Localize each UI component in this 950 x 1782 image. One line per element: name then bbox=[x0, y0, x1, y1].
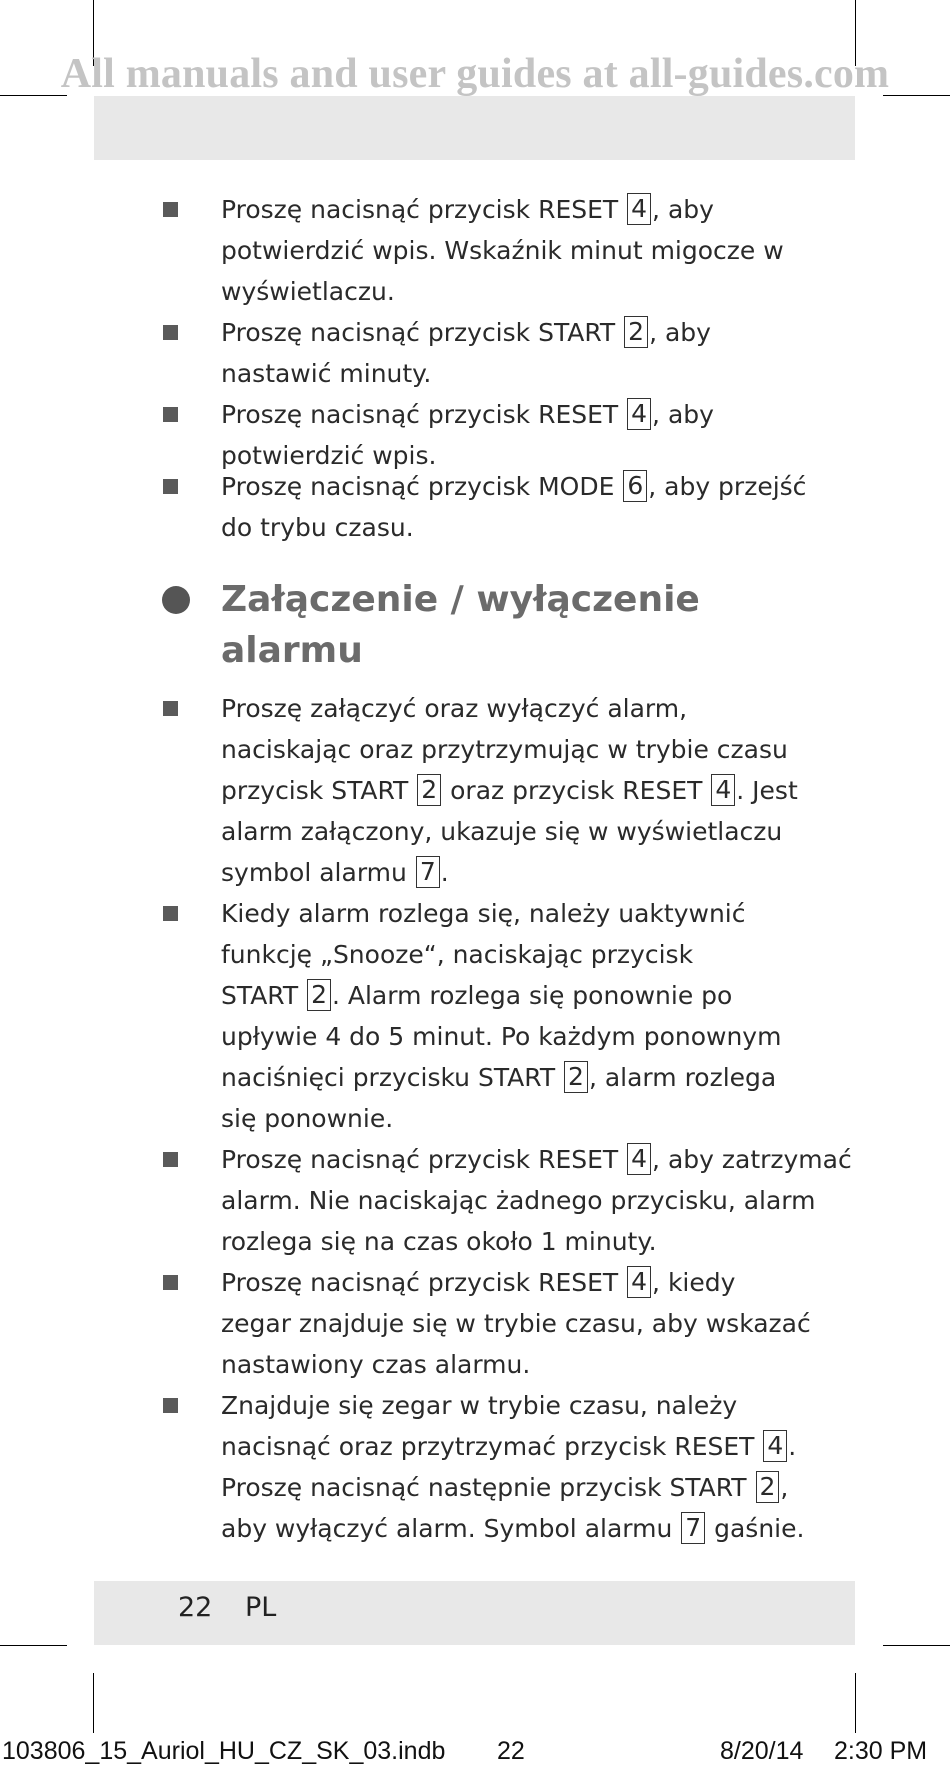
text-line: nacisnąć oraz przytrzymać przycisk RESET 4 . bbox=[221, 1431, 797, 1461]
square-bullet-icon bbox=[163, 1398, 178, 1413]
part-reference-number: 7 bbox=[681, 1512, 705, 1544]
text-line: Znajduje się zegar w trybie czasu, należy bbox=[221, 1391, 738, 1420]
section-title bbox=[221, 574, 700, 676]
text-line: potwierdzić wpis. Wskaźnik minut migocze w bbox=[221, 236, 784, 265]
slug-time: 2:30 PM bbox=[834, 1737, 928, 1765]
instruction-list-time-setting bbox=[160, 189, 807, 548]
text-line: nastawić minuty. bbox=[221, 359, 432, 388]
text-line: Proszę nacisnąć przycisk RESET 4 , aby bbox=[221, 194, 714, 224]
text-line: Kiedy alarm rozlega się, należy uaktywnić bbox=[221, 899, 746, 928]
text-line: alarm załączony, ukazuje się w wyświetlaczu bbox=[221, 817, 783, 846]
list-item bbox=[160, 1262, 811, 1385]
part-reference-number: 4 bbox=[627, 398, 651, 430]
section-title-line: Załączenie / wyłączenie bbox=[221, 579, 700, 620]
list-item bbox=[160, 189, 800, 312]
square-bullet-icon bbox=[163, 1275, 178, 1290]
part-reference-number: 2 bbox=[307, 979, 331, 1011]
text-line: Proszę nacisnąć przycisk RESET 4 , aby zatrzymać bbox=[221, 1144, 852, 1174]
square-bullet-icon bbox=[163, 1152, 178, 1167]
text-line: funkcję „Snooze“, naciskając przycisk bbox=[221, 940, 694, 969]
language-code: PL bbox=[245, 1592, 277, 1623]
part-reference-number: 2 bbox=[417, 774, 441, 806]
text-line: rozlega się na czas około 1 minuty. bbox=[221, 1227, 657, 1256]
crop-mark bbox=[93, 1673, 94, 1733]
square-bullet-icon bbox=[163, 479, 178, 494]
watermark: All manuals and user guides at all-guides.com bbox=[60, 51, 890, 97]
page-number: 22 bbox=[178, 1592, 213, 1623]
square-bullet-icon bbox=[163, 325, 178, 340]
text-line: START 2 . Alarm rozlega się ponownie po bbox=[221, 980, 733, 1010]
list-item bbox=[160, 1139, 852, 1262]
section-title-line: alarmu bbox=[221, 630, 363, 671]
text-line: zegar znajduje się w trybie czasu, aby wskazać bbox=[221, 1309, 811, 1338]
part-reference-number: 4 bbox=[627, 193, 651, 225]
square-bullet-icon bbox=[163, 407, 178, 422]
list-item bbox=[160, 394, 800, 476]
instruction-list-alarm bbox=[160, 688, 852, 1549]
text-line: upływie 4 do 5 minut. Po każdym ponownym bbox=[221, 1022, 782, 1051]
text-line: Proszę nacisnąć następnie przycisk START 2 , bbox=[221, 1472, 789, 1502]
part-reference-number: 2 bbox=[624, 316, 648, 348]
slug-filename: 103806_15_Auriol_HU_CZ_SK_03.indb bbox=[2, 1737, 446, 1765]
header-band bbox=[94, 96, 855, 160]
part-reference-number: 4 bbox=[627, 1266, 651, 1298]
part-reference-number: 6 bbox=[623, 470, 647, 502]
part-reference-number: 4 bbox=[711, 774, 735, 806]
text-line: Proszę nacisnąć przycisk START 2 , aby bbox=[221, 317, 711, 347]
text-line: potwierdzić wpis. bbox=[221, 441, 437, 470]
square-bullet-icon bbox=[163, 701, 178, 716]
part-reference-number: 4 bbox=[763, 1430, 787, 1462]
text-line: naciskając oraz przytrzymując w trybie czasu bbox=[221, 735, 788, 764]
part-reference-number: 4 bbox=[627, 1143, 651, 1175]
text-line: nastawiony czas alarmu. bbox=[221, 1350, 531, 1379]
crop-mark bbox=[0, 1645, 67, 1646]
text-line: aby wyłączyć alarm. Symbol alarmu 7 gaśnie. bbox=[221, 1513, 805, 1543]
text-line: Proszę nacisnąć przycisk RESET 4 , kiedy bbox=[221, 1267, 736, 1297]
text-line: naciśnięci przycisku START 2 , alarm rozlega bbox=[221, 1062, 777, 1092]
text-line: Proszę nacisnąć przycisk MODE 6 , aby przejść bbox=[221, 471, 807, 501]
list-item bbox=[160, 893, 800, 1139]
part-reference-number: 7 bbox=[416, 856, 440, 888]
text-line: alarm. Nie naciskając żadnego przycisku, alarm bbox=[221, 1186, 816, 1215]
text-line: do trybu czasu. bbox=[221, 513, 414, 542]
part-reference-number: 2 bbox=[756, 1471, 780, 1503]
list-item bbox=[160, 312, 800, 394]
text-line: Proszę nacisnąć przycisk RESET 4 , aby bbox=[221, 399, 714, 429]
crop-mark bbox=[883, 1645, 950, 1646]
crop-mark bbox=[855, 1673, 856, 1733]
text-line: wyświetlaczu. bbox=[221, 277, 395, 306]
square-bullet-icon bbox=[163, 202, 178, 217]
square-bullet-icon bbox=[163, 906, 178, 921]
list-item bbox=[160, 466, 807, 548]
text-line: Proszę załączyć oraz wyłączyć alarm, bbox=[221, 694, 688, 723]
slug-date: 8/20/14 bbox=[720, 1737, 804, 1765]
part-reference-number: 2 bbox=[564, 1061, 588, 1093]
list-item bbox=[160, 688, 800, 893]
list-item bbox=[160, 1385, 805, 1549]
heading-bullet-icon bbox=[162, 586, 190, 614]
text-line: się ponownie. bbox=[221, 1104, 394, 1133]
text-line: przycisk START 2 oraz przycisk RESET 4 . Jest bbox=[221, 775, 798, 805]
slug-page: 22 bbox=[497, 1737, 525, 1765]
text-line: symbol alarmu 7 . bbox=[221, 857, 449, 887]
